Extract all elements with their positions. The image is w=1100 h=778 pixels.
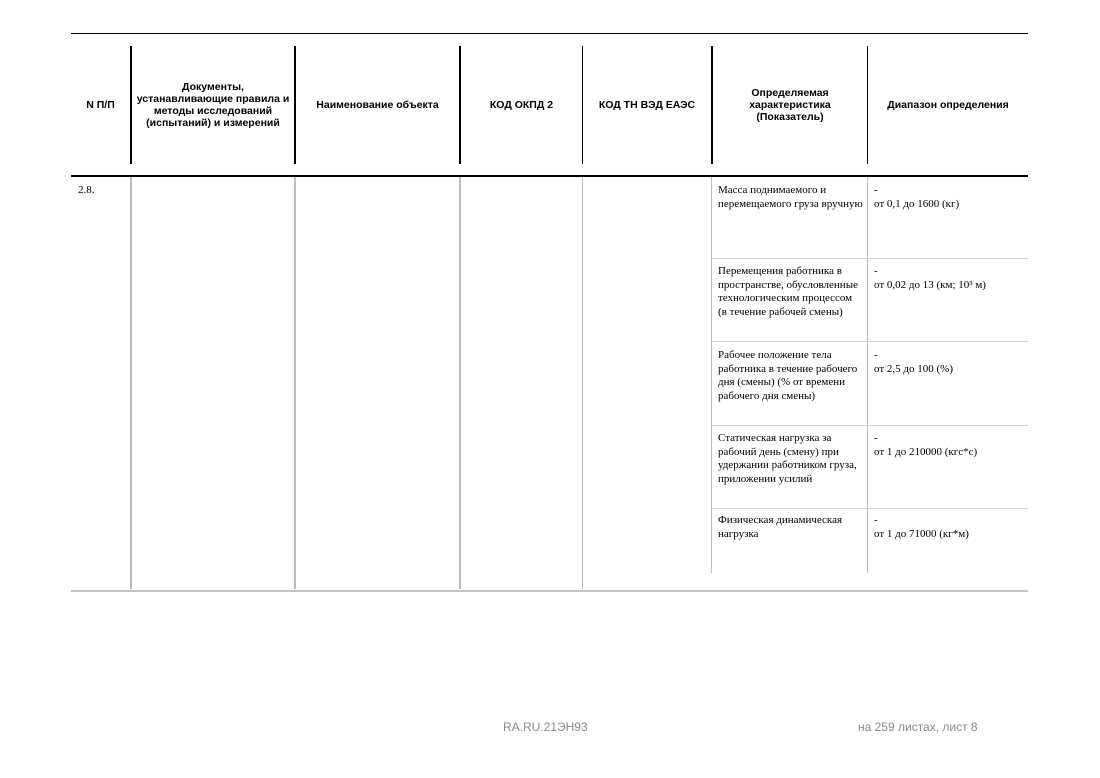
- header-cell-range: Диапазон определения: [887, 99, 1009, 111]
- header-cell-okpd2: КОД ОКПД 2: [489, 99, 554, 111]
- row-separator: [712, 341, 1028, 342]
- range-cell: [874, 349, 1026, 376]
- characteristic-cell: Рабочее положение тела работника в течение рабочего дня (смены) (% от времени рабочего дня смены): [718, 349, 858, 402]
- header-cell-object-name: Наименование объекта: [316, 99, 439, 111]
- header-cell-documents: Документы, устанавливающие правила и методы исследований (испытаний) и измерений: [136, 81, 290, 129]
- footer-page-info: на 259 листах, лист 8: [858, 720, 978, 734]
- body-divider: [294, 177, 296, 589]
- characteristic-cell: Перемещения работника в пространстве, обусловленные технологическим процессом (в течение рабочей смены): [718, 265, 858, 318]
- characteristic-cell: Физическая динамическая нагрузка: [718, 514, 843, 540]
- range-cell: [874, 265, 1026, 292]
- header-divider: [459, 46, 461, 164]
- range-value: от 0,1 до 1600 (кг): [874, 197, 960, 210]
- header-cell-number: N П/П: [86, 99, 115, 111]
- body-divider: [582, 177, 583, 589]
- range-value: от 0,02 до 13 (км; 10³ м): [874, 278, 986, 291]
- range-dash: -: [874, 184, 878, 196]
- header-cell-tnved: КОД ТН ВЭД ЕАЭС: [598, 99, 696, 111]
- footer-doc-id: RA.RU.21ЭН93: [503, 720, 588, 734]
- row-separator: [712, 508, 1028, 509]
- body-divider: [867, 177, 868, 573]
- body-divider: [130, 177, 132, 589]
- range-dash: -: [874, 432, 878, 444]
- table-top-rule: [71, 33, 1028, 34]
- header-divider: [294, 46, 296, 164]
- row-separator: [712, 425, 1028, 426]
- header-divider: [582, 46, 583, 164]
- row-separator: [712, 258, 1028, 259]
- body-divider: [711, 177, 712, 573]
- characteristic-cell: Масса поднимаемого и перемещаемого груза вручную: [718, 184, 863, 210]
- range-dash: -: [874, 349, 878, 361]
- range-dash: -: [874, 514, 878, 526]
- range-cell: [874, 514, 1026, 541]
- range-dash: -: [874, 265, 878, 277]
- header-bottom-rule: [71, 175, 1028, 177]
- range-value: от 1 до 210000 (кгс*с): [874, 445, 978, 458]
- characteristic-cell: Статическая нагрузка за рабочий день (смену) при удержании работником груза, приложении усилий: [718, 432, 857, 485]
- table-bottom-rule: [71, 590, 1028, 592]
- range-cell: [874, 432, 1026, 459]
- header-divider: [130, 46, 132, 164]
- range-value: от 2,5 до 100 (%): [874, 362, 953, 375]
- body-divider: [459, 177, 461, 589]
- header-divider: [711, 46, 713, 164]
- range-value: от 1 до 71000 (кг*м): [874, 527, 969, 540]
- header-cell-characteristic: Определяемая характеристика (Показатель): [749, 87, 831, 123]
- row-number: 2.8.: [78, 184, 95, 196]
- header-divider: [867, 46, 868, 164]
- range-cell: [874, 184, 1026, 211]
